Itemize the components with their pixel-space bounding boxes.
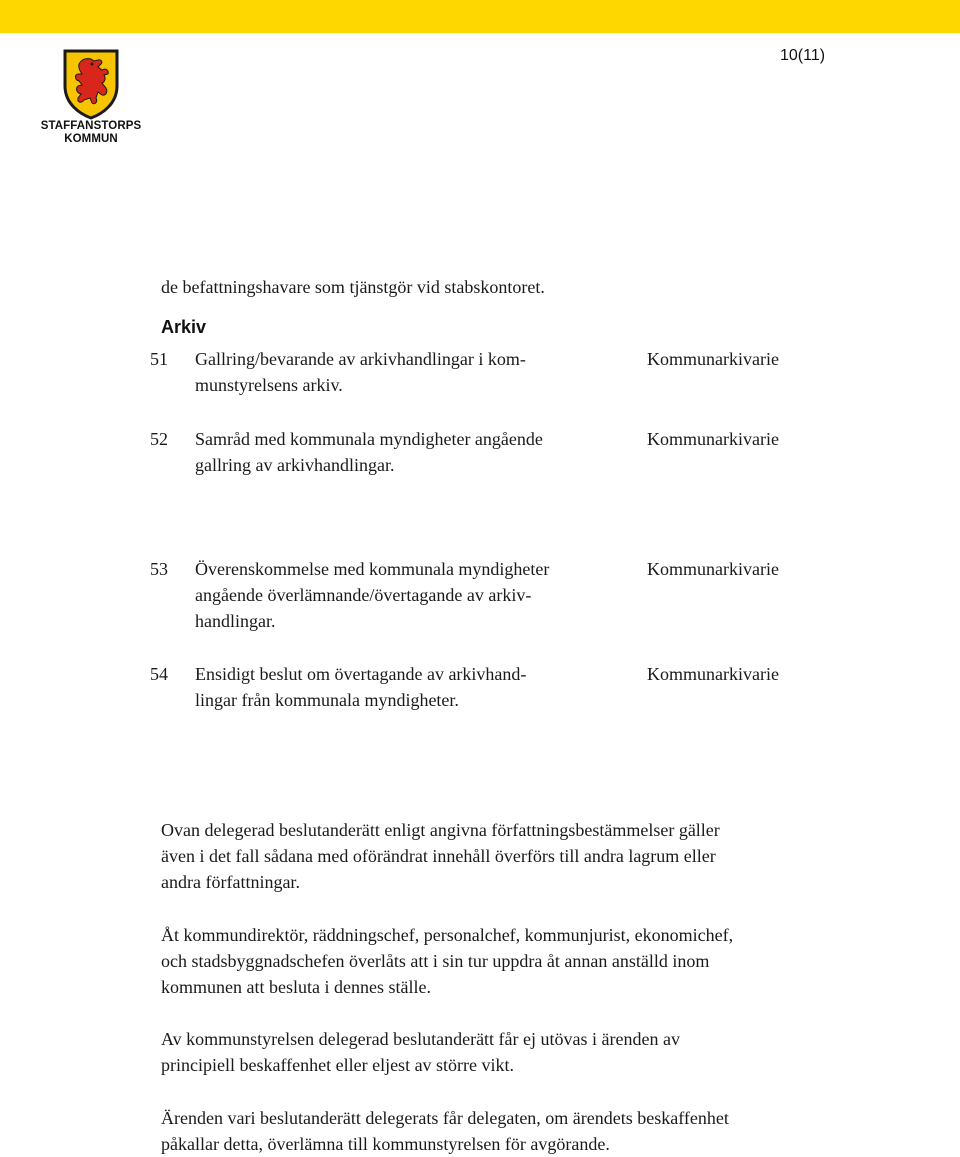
body-paragraph <box>161 1026 861 1078</box>
logo-text-line2: KOMMUN <box>64 133 118 145</box>
item-description-line: handlingar. <box>195 611 276 631</box>
paragraph-line: och stadsbyggnadschefen överlåts att i sin tur uppdra åt annan anställd inom <box>161 951 710 971</box>
shield-lion-icon <box>62 48 120 120</box>
item-description <box>195 661 625 713</box>
paragraph-line: Ovan delegerad beslutanderätt enligt angivna författningsbestämmelser gäller <box>161 820 720 840</box>
item-description-line: angående överlämnande/övertagande av arkiv- <box>195 585 532 605</box>
intro-text: de befattningshavare som tjänstgör vid stabskontoret. <box>161 277 545 297</box>
item-description-line: munstyrelsens arkiv. <box>195 375 343 395</box>
item-number: 53 <box>150 559 168 579</box>
paragraph-line: Av kommunstyrelsen delegerad beslutanderätt får ej utövas i ärenden av <box>161 1029 680 1049</box>
paragraph-line: Åt kommundirektör, räddningschef, personalchef, kommunjurist, ekonomichef, <box>161 925 734 945</box>
item-delegate: Kommunarkivarie <box>647 429 779 449</box>
paragraph-line: påkallar detta, överlämna till kommunstyrelsen för avgörande. <box>161 1134 610 1154</box>
item-description <box>195 556 625 634</box>
paragraph-line: andra författningar. <box>161 872 300 892</box>
item-description-line: lingar från kommunala myndigheter. <box>195 690 459 710</box>
section-heading: Arkiv <box>161 317 207 337</box>
item-number: 52 <box>150 429 168 449</box>
item-number: 54 <box>150 664 168 684</box>
item-description-line: Gallring/bevarande av arkivhandlingar i kom- <box>195 349 526 369</box>
body-paragraph <box>161 922 861 1000</box>
item-description <box>195 426 625 478</box>
body-paragraph <box>161 817 861 895</box>
paragraph-line: Ärenden vari beslutanderätt delegerats får delegaten, om ärendets beskaffenhet <box>161 1108 729 1128</box>
paragraph-line: principiell beskaffenhet eller eljest av större vikt. <box>161 1055 515 1075</box>
header-bar <box>0 0 960 33</box>
logo-text-line1: STAFFANSTORPS <box>40 120 142 132</box>
item-delegate: Kommunarkivarie <box>647 664 779 684</box>
item-delegate: Kommunarkivarie <box>647 349 779 369</box>
item-description-line: gallring av arkivhandlingar. <box>195 455 395 475</box>
paragraph-line: även i det fall sådana med oförändrat innehåll överförs till andra lagrum eller <box>161 846 716 866</box>
item-description-line: Samråd med kommunala myndigheter angående <box>195 429 543 449</box>
item-description <box>195 346 625 398</box>
body-paragraph <box>161 1105 861 1157</box>
paragraph-line: kommunen att besluta i dennes ställe. <box>161 977 431 997</box>
item-number: 51 <box>150 349 168 369</box>
item-description-line: Överenskommelse med kommunala myndigheter <box>195 559 550 579</box>
page-number: 10(11) <box>780 47 826 64</box>
item-delegate: Kommunarkivarie <box>647 559 779 579</box>
municipality-logo <box>40 48 142 150</box>
item-description-line: Ensidigt beslut om övertagande av arkivhand- <box>195 664 527 684</box>
